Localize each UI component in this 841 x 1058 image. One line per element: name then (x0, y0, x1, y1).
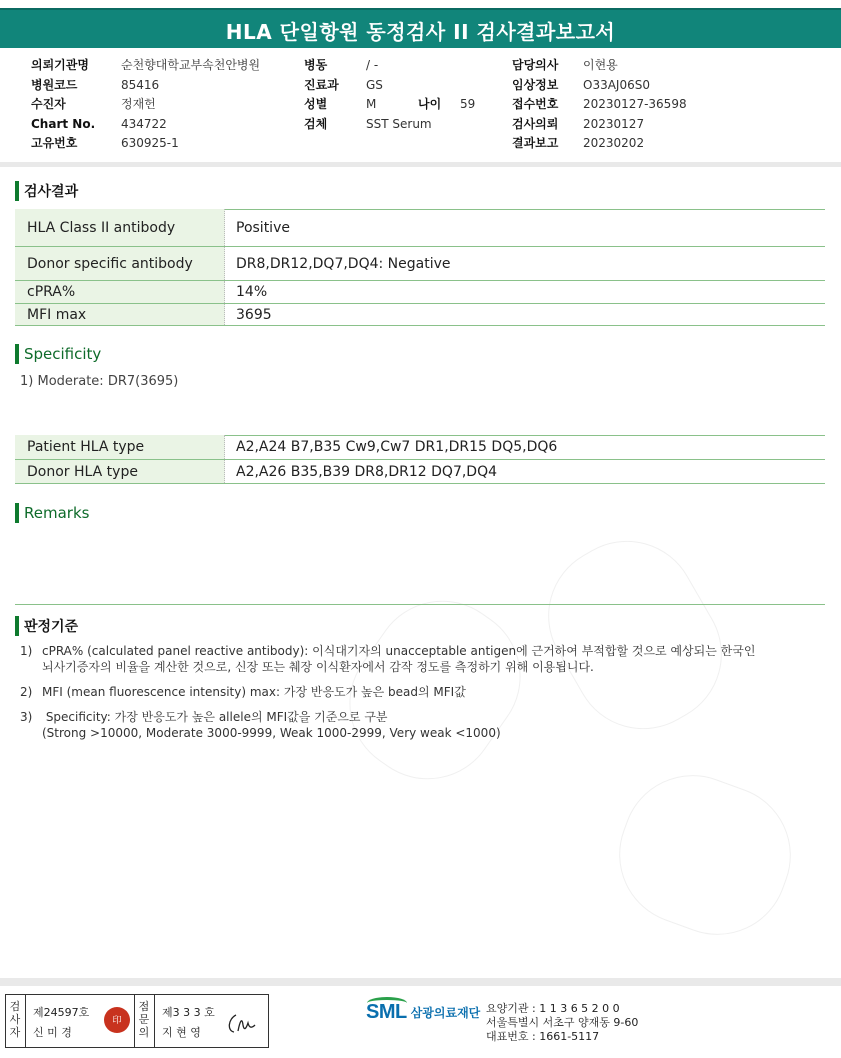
criteria-text: Specificity: 가장 반응도가 높은 allele의 MFI값을 기준으로 구분 (42, 710, 388, 724)
reviewer-label: 점 문 의 (138, 1000, 150, 1039)
header-value: 20230127 (583, 116, 645, 131)
header-value: 59 (460, 97, 476, 111)
section-title: 판정기준 (24, 619, 79, 635)
row-value: A2,A24 B7,B35 Cw9,Cw7 DR1,DR15 DQ5,DQ6 (236, 439, 558, 455)
row-value: A2,A26 B35,B39 DR8,DR12 DQ7,DQ4 (236, 463, 498, 480)
header-value: SST Serum (366, 116, 432, 131)
row-label: MFI max (15, 304, 225, 325)
table-row (15, 460, 825, 484)
section-marker (15, 616, 19, 636)
section-specificity-heading (15, 344, 101, 364)
header-value: 20230127-36598 (583, 97, 687, 111)
header-column-1 (31, 56, 260, 154)
specificity-line: 1) Moderate: DR7(3695) (20, 374, 179, 389)
header-column-2 (304, 56, 475, 134)
table-row (15, 209, 825, 247)
hla-type-table (15, 435, 825, 484)
organization-info (486, 1002, 638, 1044)
header-label: 임상정보 (512, 77, 559, 92)
row-label: Patient HLA type (15, 435, 225, 459)
box-divider (134, 995, 135, 1047)
header-label: 고유번호 (31, 136, 78, 150)
criteria-item (20, 643, 755, 675)
header-label: 진료과 (304, 77, 339, 92)
signature-box (5, 994, 269, 1048)
section-marker (15, 503, 19, 523)
header-label: 검체 (304, 116, 328, 131)
section-title: Remarks (24, 504, 90, 522)
phone: 대표번호 : 1661-5117 (486, 1030, 600, 1043)
box-divider (154, 995, 155, 1047)
watermark-shape (599, 755, 810, 954)
institution-code: 요양기관 : 1 1 3 6 5 2 0 0 (486, 1002, 620, 1015)
header-label: 성별 (304, 97, 328, 111)
criteria-number: 3) (20, 710, 33, 724)
header-value: M (366, 97, 377, 111)
examiner-number: 제24597호 (33, 1006, 90, 1019)
examiner-label: 검 사 자 (9, 1000, 21, 1039)
header-value: 이현용 (583, 58, 618, 72)
row-label: Donor specific antibody (15, 247, 225, 280)
header-value: 85416 (121, 77, 160, 92)
header-label: 의뢰기관명 (31, 58, 89, 72)
criteria-text: MFI (mean fluorescence intensity) max: 가장 반응도가 높은 bead의 MFI값 (42, 685, 466, 699)
row-label: Donor HLA type (15, 460, 225, 483)
box-divider (25, 995, 26, 1047)
header-value: 434722 (121, 116, 167, 131)
examiner-seal-icon: 印 (104, 1007, 130, 1033)
examiner-name: 신 미 경 (33, 1026, 72, 1039)
header-value: GS (366, 77, 383, 92)
row-value: Positive (236, 219, 290, 236)
table-row (15, 304, 825, 326)
criteria-item (20, 709, 501, 741)
section-remarks-heading (15, 503, 89, 523)
organization-name: 삼광의료재단 (410, 1006, 481, 1020)
header-value: O33AJ06S0 (583, 77, 650, 92)
table-row (15, 247, 825, 281)
logo-arc-icon (367, 997, 407, 1009)
criteria-number: 1) (20, 644, 33, 658)
footer-divider (0, 978, 841, 986)
title-bar (0, 8, 841, 48)
signature-icon (224, 1011, 260, 1037)
section-title: Specificity (24, 345, 102, 363)
row-label: cPRA% (15, 281, 225, 303)
row-label: HLA Class II antibody (15, 209, 225, 246)
criteria-divider (15, 604, 825, 605)
reviewer-number: 제3 3 3 호 (162, 1006, 215, 1019)
row-value: 14% (236, 284, 268, 300)
header-label: 나이 (418, 97, 442, 111)
table-row (15, 281, 825, 304)
header-value: / - (366, 58, 379, 72)
watermark-shape (523, 515, 748, 755)
section-criteria-heading (15, 616, 78, 636)
header-label: 결과보고 (512, 136, 559, 150)
header-column-3 (512, 56, 687, 154)
header-label: Chart No. (31, 116, 96, 131)
header-value: 630925-1 (121, 136, 179, 150)
logo-text: SML (366, 1001, 407, 1023)
report-title: HLA 단일항원 동정검사 II 검사결과보고서 (225, 20, 616, 44)
header-label: 병동 (304, 58, 328, 72)
header-value: 정재헌 (121, 97, 156, 111)
criteria-text: 뇌사기증자의 비율을 계산한 것으로, 신장 또는 췌장 이식환자에서 감작 정도를 측정하기 위해 이용됩니다. (42, 660, 594, 674)
results-table (15, 209, 825, 326)
sml-logo (366, 1001, 480, 1024)
section-marker (15, 181, 19, 201)
criteria-number: 2) (20, 685, 33, 699)
header-label: 수진자 (31, 97, 66, 111)
address: 서울특별시 서초구 양재동 9-60 (486, 1016, 639, 1029)
section-marker (15, 344, 19, 364)
criteria-text: (Strong >10000, Moderate 3000-9999, Weak 1000-2999, Very weak <1000) (42, 726, 501, 740)
table-row (15, 435, 825, 460)
criteria-item (20, 684, 466, 700)
row-value: DR8,DR12,DQ7,DQ4: Negative (236, 255, 451, 272)
header-label: 검사의뢰 (512, 116, 559, 131)
row-value: 3695 (236, 306, 272, 323)
section-results-heading (15, 181, 78, 201)
header-label: 병원코드 (31, 77, 78, 92)
reviewer-name: 지 현 영 (162, 1026, 201, 1039)
header-value: 20230202 (583, 136, 645, 150)
header-label: 접수번호 (512, 97, 559, 111)
criteria-text: cPRA% (calculated panel reactive antibody): 이식대기자의 unacceptable antigen에 근거하여 부적합할 것으로 예상되는 한국인 (42, 644, 756, 658)
section-title: 검사결과 (24, 184, 79, 200)
header-divider (0, 162, 841, 167)
header-label: 담당의사 (512, 58, 559, 72)
header-value: 순천향대학교부속천안병원 (121, 58, 261, 72)
